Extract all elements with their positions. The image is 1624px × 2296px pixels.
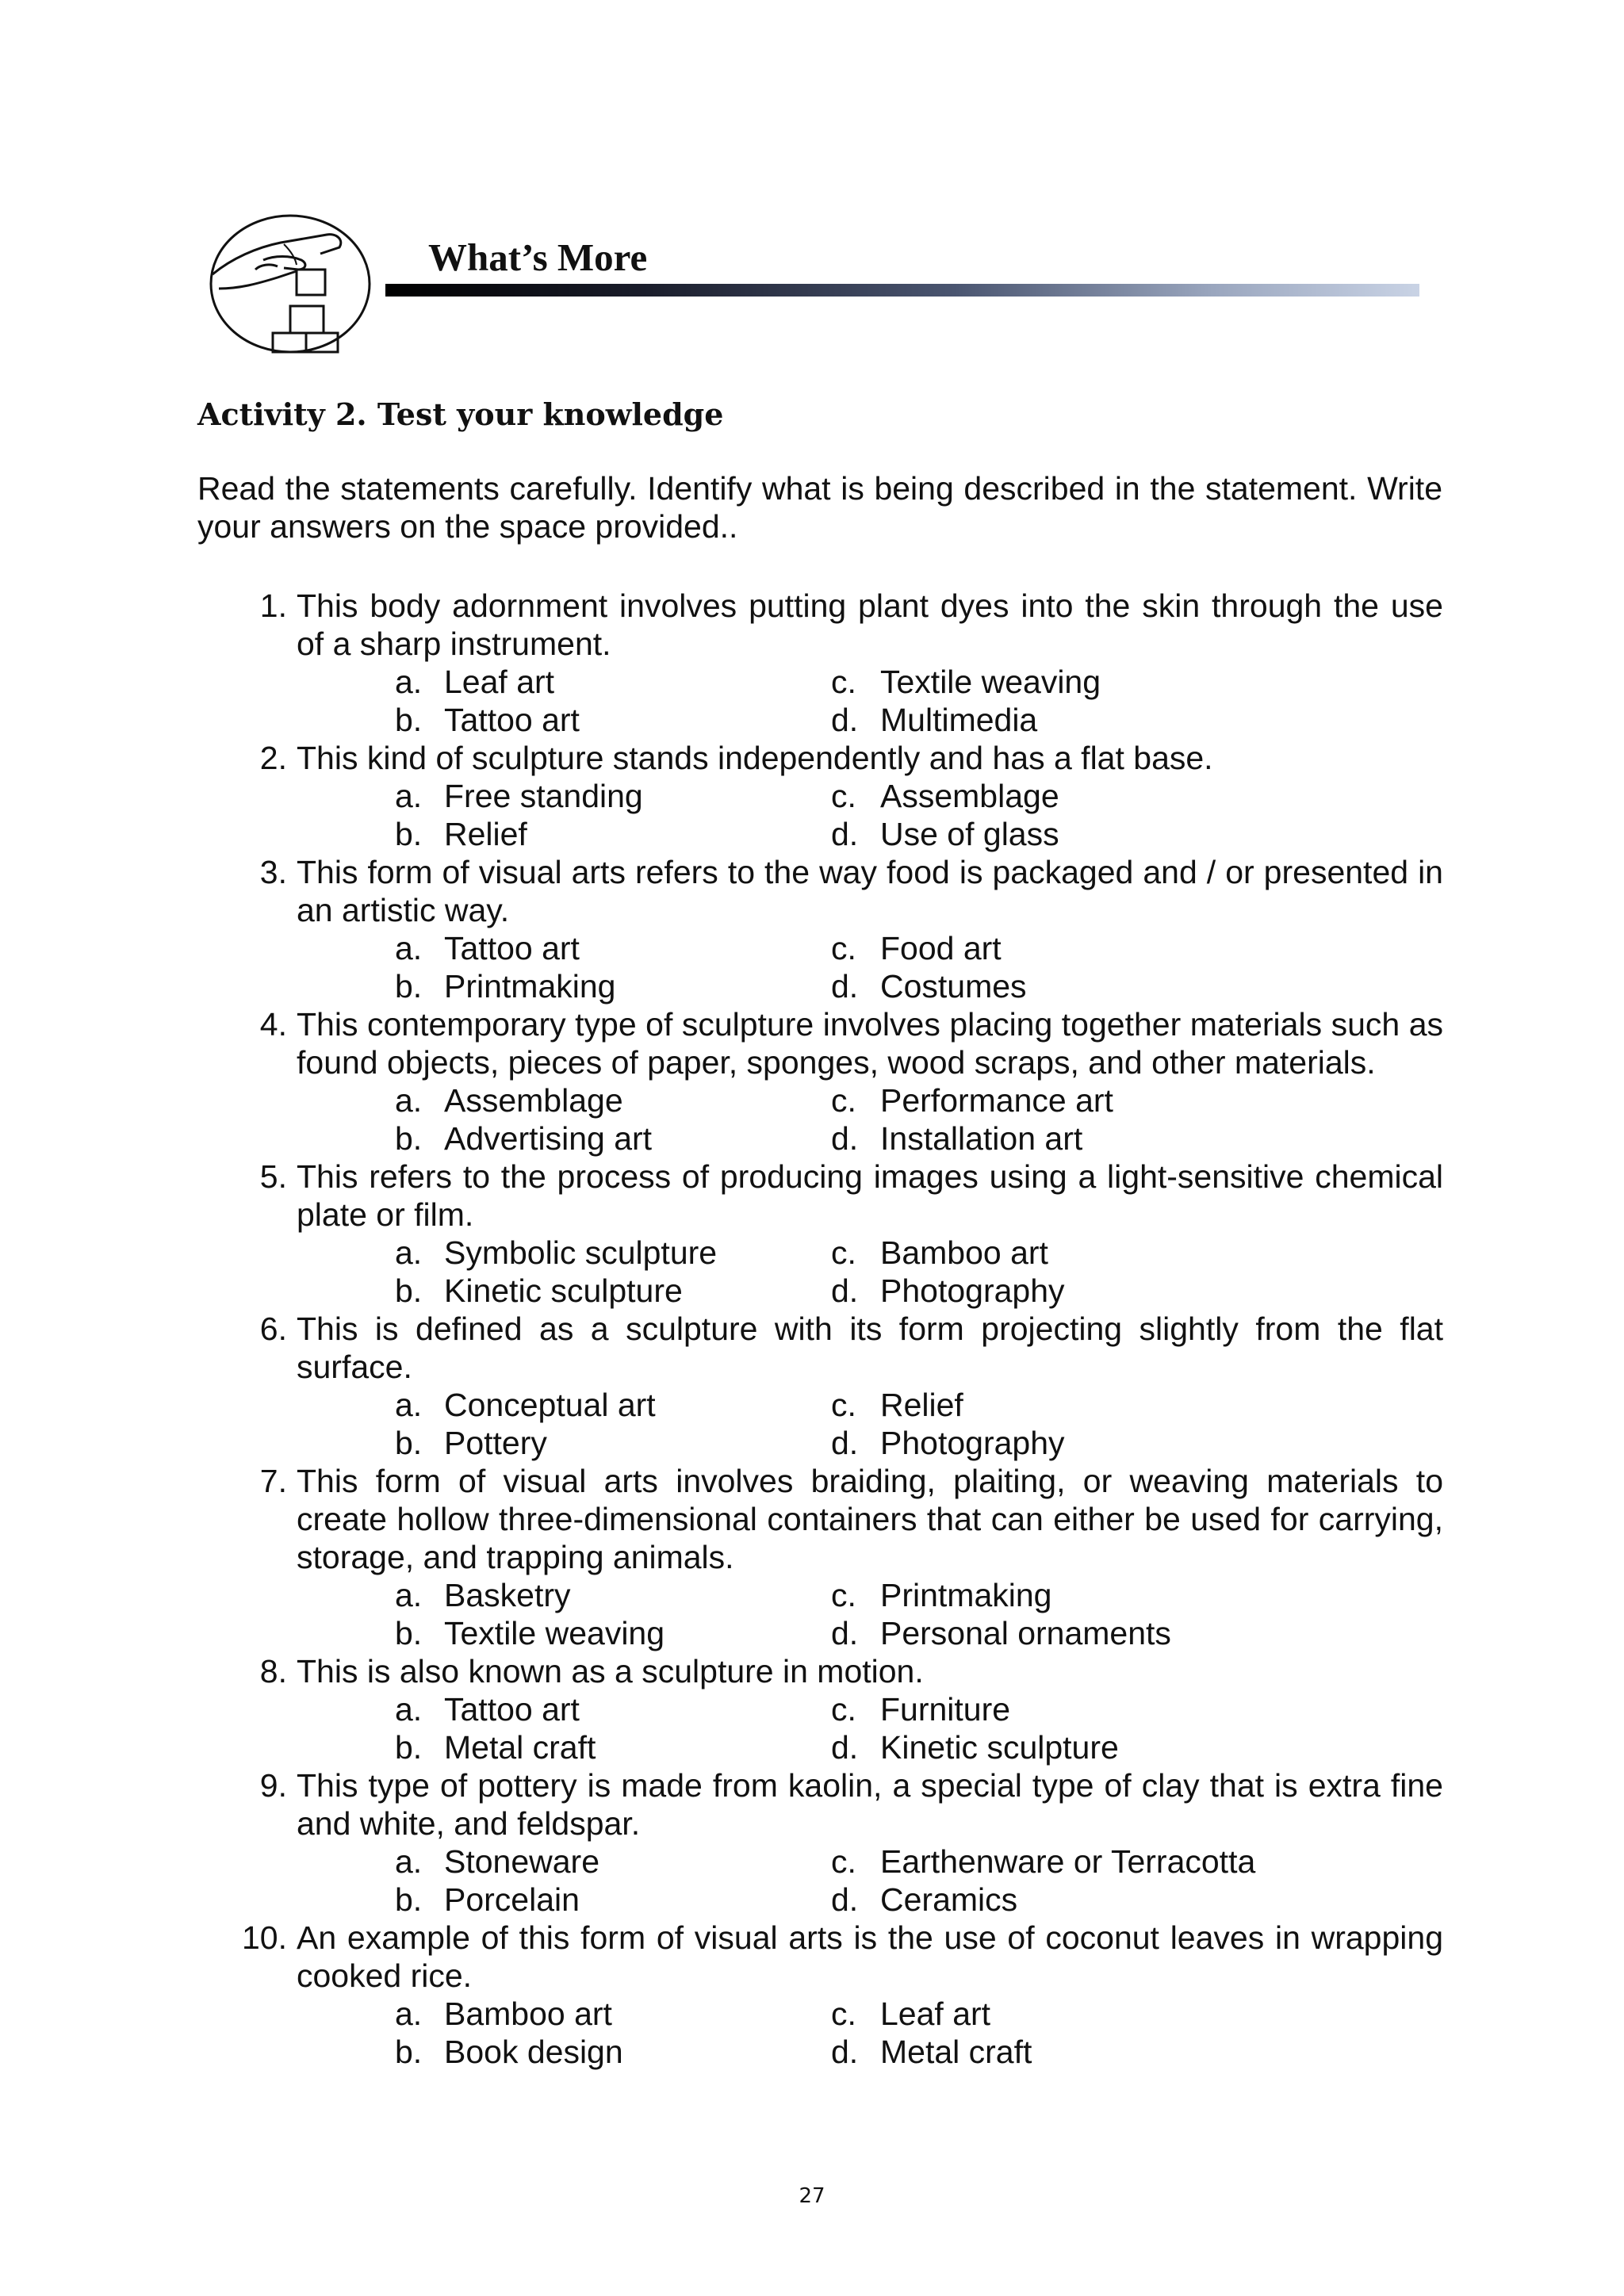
question-item <box>0 1158 1624 1310</box>
choice-grid <box>0 1576 1624 1652</box>
question-item <box>0 1310 1624 1462</box>
choice-letter: a. <box>395 1387 423 1423</box>
choice-text: Kinetic sculpture <box>880 1729 1119 1766</box>
section-title: What’s More <box>428 235 648 279</box>
choice-letter: b. <box>395 2034 423 2070</box>
choice-c <box>831 1843 1255 1881</box>
choice-letter: d. <box>831 702 859 738</box>
choice-letter: d. <box>831 1425 859 1461</box>
question-text: This is defined as a sculpture with its form projecting slightly from the flat surface. <box>297 1311 1443 1385</box>
choice-text: Free standing <box>444 778 643 814</box>
choice-letter: b. <box>395 1425 423 1461</box>
question-number: 8. <box>259 1653 287 1689</box>
choice-letter: d. <box>831 1120 859 1157</box>
question-text: This body adornment involves putting plant dyes into the skin through the use of a sharp instrument. <box>297 587 1443 662</box>
choice-text: Furniture <box>880 1691 1011 1728</box>
choice-letter: b. <box>395 1272 423 1309</box>
choice-a <box>395 1576 571 1614</box>
choice-text: Photography <box>880 1272 1065 1309</box>
choice-text: Textile weaving <box>880 664 1101 700</box>
choice-letter: c. <box>831 664 856 700</box>
choice-text: Bamboo art <box>880 1234 1048 1271</box>
choice-text: Multimedia <box>880 702 1038 738</box>
choice-a <box>395 1995 612 2033</box>
choice-grid <box>0 1081 1624 1158</box>
choice-letter: d. <box>831 2034 859 2070</box>
choice-d <box>831 815 1059 853</box>
choice-a <box>395 777 643 815</box>
choice-text: Kinetic sculpture <box>444 1272 683 1309</box>
choice-text: Book design <box>444 2034 623 2070</box>
choice-d <box>831 1881 1017 1919</box>
choice-text: Costumes <box>880 968 1027 1004</box>
choice-text: Photography <box>880 1425 1065 1461</box>
choice-text: Relief <box>444 816 527 852</box>
question-item <box>0 1919 1624 2071</box>
choice-c <box>831 1386 963 1424</box>
choice-letter: a. <box>395 1691 423 1728</box>
choice-letter: b. <box>395 1120 423 1157</box>
choice-d <box>831 967 1027 1005</box>
choice-letter: c. <box>831 930 856 966</box>
choice-letter: a. <box>395 1577 423 1613</box>
choice-letter: d. <box>831 1272 859 1309</box>
choice-d <box>831 701 1037 739</box>
choice-text: Porcelain <box>444 1881 580 1918</box>
question-item <box>0 1462 1624 1652</box>
choice-text: Tattoo art <box>444 1691 580 1728</box>
choice-text: Pottery <box>444 1425 547 1461</box>
choice-b <box>395 701 580 739</box>
choice-text: Earthenware or Terracotta <box>880 1843 1256 1880</box>
choice-letter: d. <box>831 1729 859 1766</box>
choice-letter: b. <box>395 1729 423 1766</box>
question-number: 9. <box>259 1767 287 1804</box>
choice-text: Metal craft <box>880 2034 1032 2070</box>
question-item <box>0 587 1624 739</box>
choice-text: Performance art <box>880 1082 1113 1119</box>
choice-b <box>395 1424 547 1462</box>
choice-text: Leaf art <box>880 1996 991 2032</box>
choice-text: Ceramics <box>880 1881 1018 1918</box>
choice-grid <box>0 1234 1624 1310</box>
choice-text: Bamboo art <box>444 1996 612 2032</box>
choice-c <box>831 1690 1010 1728</box>
choice-letter: b. <box>395 702 423 738</box>
question-item <box>0 1652 1624 1766</box>
choice-c <box>831 663 1101 701</box>
choice-text: Tattoo art <box>444 930 580 966</box>
question-text: An example of this form of visual arts is the use of coconut leaves in wrapping cooked rice. <box>297 1919 1443 1994</box>
choice-a <box>395 1386 656 1424</box>
question-item <box>0 1005 1624 1158</box>
choice-a <box>395 929 580 967</box>
choice-b <box>395 1728 596 1766</box>
question-number: 1. <box>259 587 287 624</box>
choice-c <box>831 1576 1051 1614</box>
choice-b <box>395 815 527 853</box>
choice-d <box>831 1272 1065 1310</box>
choice-a <box>395 1690 580 1728</box>
choice-text: Installation art <box>880 1120 1083 1157</box>
choice-letter: a. <box>395 664 423 700</box>
question-text: This form of visual arts involves braiding, plaiting, or weaving materials to create hollow three-dimensional containers that can either be used for carrying, storage, and trapping animals. <box>297 1463 1443 1575</box>
question-text: This refers to the process of producing images using a light-sensitive chemical plate or film. <box>297 1158 1443 1233</box>
choice-d <box>831 1728 1119 1766</box>
choice-text: Tattoo art <box>444 702 580 738</box>
question-text: This form of visual arts refers to the way food is packaged and / or presented in an artistic way. <box>297 854 1443 928</box>
choice-a <box>395 1081 623 1119</box>
choice-c <box>831 777 1059 815</box>
choice-letter: a. <box>395 1843 423 1880</box>
choice-text: Personal ornaments <box>880 1615 1171 1651</box>
choice-text: Conceptual art <box>444 1387 656 1423</box>
choice-grid <box>0 1843 1624 1919</box>
question-number: 10. <box>242 1919 287 1956</box>
choice-b <box>395 1272 683 1310</box>
choice-d <box>831 1424 1065 1462</box>
choice-letter: d. <box>831 1881 859 1918</box>
choice-letter: c. <box>831 1996 856 2032</box>
question-number: 5. <box>259 1158 287 1195</box>
question-number: 6. <box>259 1311 287 1347</box>
choice-b <box>395 2033 623 2071</box>
choice-text: Printmaking <box>444 968 616 1004</box>
choice-text: Use of glass <box>880 816 1059 852</box>
choice-a <box>395 1234 717 1272</box>
choice-text: Assemblage <box>444 1082 623 1119</box>
choice-grid <box>0 1690 1624 1766</box>
choice-text: Advertising art <box>444 1120 653 1157</box>
instructions: Read the statements carefully. Identify what is being described in the statement. Write your answers on the space provided.. <box>197 470 1442 545</box>
title-underline-bar <box>385 284 1419 297</box>
activity-title: Activity 2. Test your knowledge <box>197 396 724 432</box>
choice-a <box>395 663 554 701</box>
choice-letter: a. <box>395 1234 423 1271</box>
choice-text: Printmaking <box>880 1577 1052 1613</box>
question-list <box>0 587 1624 2071</box>
question-item <box>0 739 1624 853</box>
question-number: 4. <box>259 1006 287 1043</box>
question-text: This contemporary type of sculpture involves placing together materials such as found objects, pieces of paper, sponges, wood scraps, and other materials. <box>297 1006 1443 1081</box>
choice-letter: c. <box>831 1387 856 1423</box>
choice-b <box>395 1614 665 1652</box>
choice-c <box>831 1081 1113 1119</box>
question-text: This is also known as a sculpture in motion. <box>297 1653 924 1689</box>
choice-text: Textile weaving <box>444 1615 665 1651</box>
question-text: This type of pottery is made from kaolin, a special type of clay that is extra fine and white, and feldspar. <box>297 1767 1443 1842</box>
question-item <box>0 1766 1624 1919</box>
choice-letter: b. <box>395 1615 423 1651</box>
choice-text: Basketry <box>444 1577 571 1613</box>
choice-text: Assemblage <box>880 778 1059 814</box>
choice-b <box>395 967 615 1005</box>
choice-letter: c. <box>831 778 856 814</box>
choice-grid <box>0 777 1624 853</box>
choice-b <box>395 1881 580 1919</box>
choice-grid <box>0 1386 1624 1462</box>
choice-letter: c. <box>831 1082 856 1119</box>
choice-letter: d. <box>831 1615 859 1651</box>
choice-text: Symbolic sculpture <box>444 1234 718 1271</box>
choice-text: Food art <box>880 930 1002 966</box>
choice-grid <box>0 663 1624 739</box>
choice-letter: d. <box>831 968 859 1004</box>
question-number: 3. <box>259 854 287 890</box>
choice-letter: b. <box>395 1881 423 1918</box>
choice-letter: a. <box>395 1996 423 2032</box>
choice-letter: c. <box>831 1843 856 1880</box>
choice-grid <box>0 929 1624 1005</box>
choice-text: Metal craft <box>444 1729 596 1766</box>
choice-letter: d. <box>831 816 859 852</box>
choice-letter: b. <box>395 968 423 1004</box>
choice-text: Leaf art <box>444 664 555 700</box>
choice-letter: a. <box>395 1082 423 1119</box>
choice-b <box>395 1119 652 1158</box>
choice-letter: c. <box>831 1691 856 1728</box>
choice-d <box>831 1614 1171 1652</box>
choice-letter: b. <box>395 816 423 852</box>
choice-d <box>831 2033 1032 2071</box>
question-text: This kind of sculpture stands independently and has a flat base. <box>297 740 1213 776</box>
choice-letter: a. <box>395 778 423 814</box>
choice-d <box>831 1119 1082 1158</box>
hand-stacking-blocks-icon <box>208 212 373 355</box>
choice-letter: a. <box>395 930 423 966</box>
choice-c <box>831 1234 1048 1272</box>
question-item <box>0 853 1624 1005</box>
choice-text: Relief <box>880 1387 963 1423</box>
question-number: 7. <box>259 1463 287 1499</box>
question-number: 2. <box>259 740 287 776</box>
choice-c <box>831 1995 990 2033</box>
choice-grid <box>0 1995 1624 2071</box>
choice-letter: c. <box>831 1234 856 1271</box>
choice-a <box>395 1843 599 1881</box>
choice-letter: c. <box>831 1577 856 1613</box>
choice-c <box>831 929 1002 967</box>
choice-text: Stoneware <box>444 1843 600 1880</box>
page-number: 27 <box>799 2184 825 2208</box>
